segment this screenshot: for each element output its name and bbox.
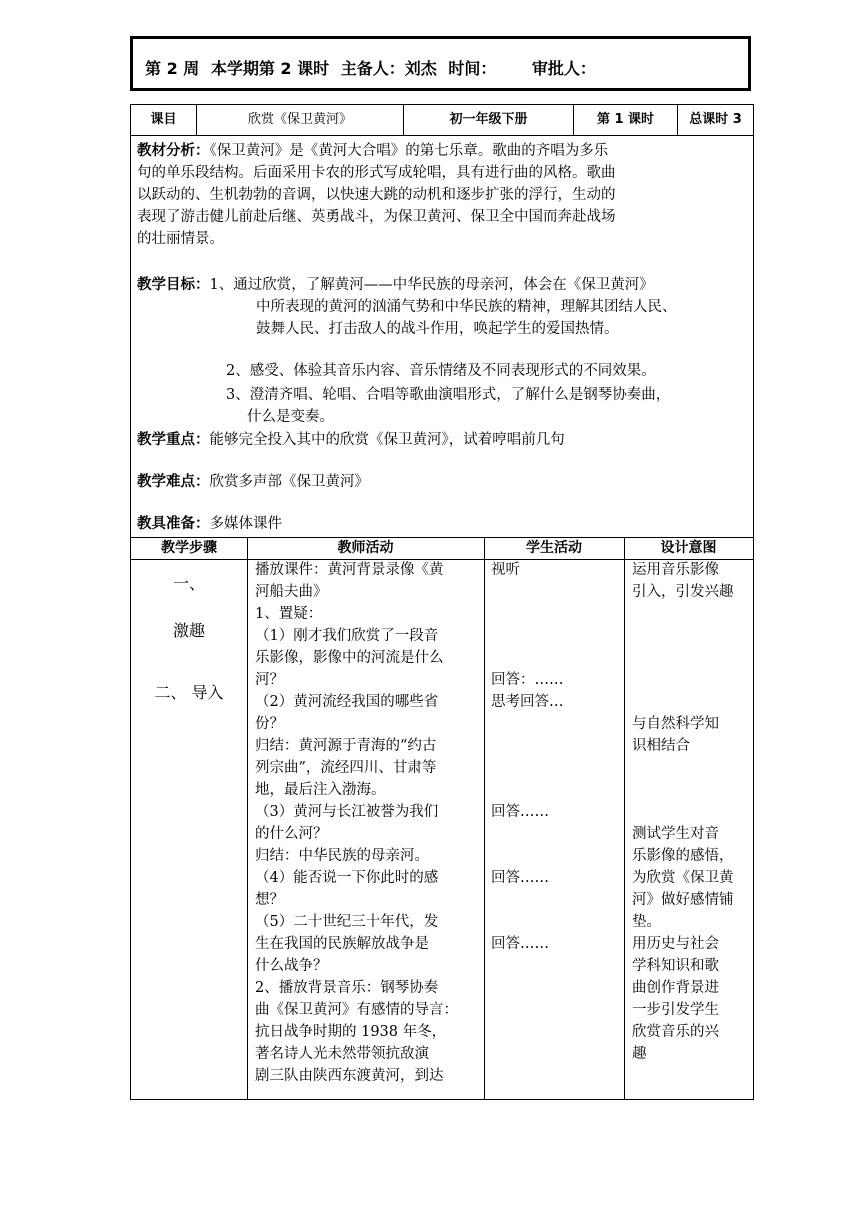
- teacher-line: 生在我国的民族解放战争是: [255, 936, 429, 952]
- header-text: [145, 56, 602, 79]
- design-line: 测试学生对音: [632, 826, 719, 842]
- preparer: 主备人：刘杰: [340, 59, 437, 78]
- analysis-label: 教材分析：: [137, 143, 210, 159]
- teacher-line: 份？: [255, 716, 284, 732]
- step-item: 一、: [172, 574, 205, 593]
- student-item: 回答……: [491, 804, 549, 820]
- teacher-line: 播放课件：黄河背景录像《黄: [255, 562, 444, 578]
- tools-label: 教具准备：: [137, 516, 210, 532]
- design-line: 用历史与社会: [632, 936, 719, 952]
- teacher-line: 2、播放背景音乐：钢琴协奏: [255, 980, 439, 996]
- teacher-line: 想？: [255, 892, 284, 908]
- header-design: 设计意图: [660, 540, 717, 556]
- design-line: 一步引发学生: [632, 1002, 719, 1018]
- design-line: 垫。: [632, 914, 661, 930]
- column-divider: [624, 537, 625, 1099]
- analysis-line: 以跃动的、生机勃勃的音调，以快速大跳的动机和逐步扩张的浮行，生动的: [137, 187, 616, 203]
- design-line: 乐影像的感悟，: [632, 848, 734, 864]
- design-line: 与自然科学知: [632, 716, 719, 732]
- teacher-line: 剧三队由陕西东渡黄河，到达: [255, 1068, 444, 1084]
- teacher-line: 什么战争？: [255, 958, 328, 974]
- teacher-line: （2）黄河流经我国的哪些省: [255, 694, 439, 710]
- design-line: 引入，引发兴趣: [632, 584, 734, 600]
- header-student: 学生活动: [526, 540, 582, 556]
- design-line: 欣赏音乐的兴: [632, 1024, 719, 1040]
- time-label: 时间：: [448, 59, 497, 78]
- design-line: 曲创作背景进: [632, 980, 719, 996]
- lesson-plan-sheet: [130, 104, 754, 1100]
- design-line: 为欣赏《保卫黄: [632, 870, 734, 886]
- design-line: 学科知识和歌: [632, 958, 719, 974]
- total-lessons: 总课时 3: [689, 112, 742, 127]
- header-teacher: 教师活动: [337, 540, 394, 556]
- student-item: 回答……: [491, 870, 549, 886]
- goal-3-line: 什么是变奏。: [247, 409, 334, 425]
- teacher-line: 河？: [255, 672, 284, 688]
- teacher-line: 归结：中华民族的母亲河。: [255, 848, 429, 864]
- goals-label: 教学目标：: [137, 277, 210, 293]
- approver-label: 审批人：: [531, 59, 596, 78]
- design-line: 河》做好感情铺: [632, 892, 734, 908]
- subject-label: 课目: [131, 105, 197, 135]
- key-point: 教学重点：能够完全投入其中的欣赏《保卫黄河》，试着哼唱前几句: [137, 432, 565, 448]
- tools: 教具准备：多媒体课件: [137, 516, 282, 532]
- material-analysis: [137, 140, 747, 250]
- grade: 初一年级下册: [404, 105, 574, 135]
- difficulty: 教学难点：欣赏多声部《保卫黄河》: [137, 474, 369, 490]
- design-line: 识相结合: [632, 738, 690, 754]
- teacher-line: 地，最后注入渤海。: [255, 782, 386, 798]
- lesson-number: 本学期第 2 课时: [210, 59, 330, 78]
- teacher-line: 归结：黄河源于青海的“约古: [255, 738, 437, 754]
- steps-table-header: [131, 537, 753, 560]
- teacher-activities: [255, 559, 480, 1087]
- key-point-label: 教学重点：: [137, 432, 210, 448]
- teacher-line: （1）刚才我们欣赏了一段音: [255, 628, 439, 644]
- analysis-line: 《保卫黄河》是《黄河大合唱》的第七乐章。歌曲的齐唱为多乐: [209, 143, 609, 159]
- teacher-line: 1、置疑：: [255, 606, 323, 622]
- analysis-line: 的壮丽情景。: [137, 231, 224, 247]
- teacher-line: 著名诗人光未然带领抗敌演: [255, 1046, 429, 1062]
- teacher-line: （4）能否说一下你此时的感: [255, 870, 439, 886]
- teacher-line: （5）二十世纪三十年代，发: [255, 914, 439, 930]
- teacher-line: 的什么河？: [255, 826, 328, 842]
- lesson-no: 第 1 课时: [574, 105, 678, 135]
- info-row: [131, 105, 753, 136]
- subject-value: 欣赏《保卫黄河》: [197, 105, 404, 135]
- design-line: 趣: [632, 1046, 647, 1062]
- step-item: 激趣: [172, 621, 205, 640]
- teacher-line: 河船夫曲》: [255, 584, 328, 600]
- column-divider: [247, 537, 248, 1099]
- analysis-line: 句的单乐段结构。后面采用卡农的形式写成轮唱，具有进行曲的风格。歌曲: [137, 165, 616, 181]
- teacher-line: 乐影像，影像中的河流是什么: [255, 650, 444, 666]
- step-item: 二、 导入: [154, 683, 224, 702]
- teacher-line: 列宗曲”，流经四川、甘肃等: [255, 760, 437, 776]
- teacher-line: 曲《保卫黄河》有感情的导言：: [255, 1002, 458, 1018]
- student-item: 回答：……: [491, 672, 564, 688]
- analysis-line: 表现了游击健儿前赴后继、英勇战斗，为保卫黄河、保卫全中国而奔赴战场: [137, 209, 616, 225]
- goal-1-line: 中所表现的黄河的汹涌气势和中华民族的精神，理解其团结人民、: [256, 299, 677, 315]
- goal-2: 2、感受、体验其音乐内容、音乐情绪及不同表现形式的不同效果。: [226, 363, 656, 379]
- design-line: 运用音乐影像: [632, 562, 719, 578]
- teacher-line: 抗日战争时期的 1938 年冬，: [255, 1024, 447, 1040]
- student-item: 视听: [491, 562, 520, 578]
- column-divider: [484, 537, 485, 1099]
- goal-1-line: 教学目标：1、通过欣赏，了解黄河——中华民族的母亲河，体会在《保卫黄河》: [137, 277, 654, 293]
- difficulty-label: 教学难点：: [137, 474, 210, 490]
- student-item: 思考回答…: [491, 694, 564, 710]
- header-steps: 教学步骤: [161, 540, 217, 556]
- lesson-header: [130, 36, 751, 91]
- goal-1-line: 鼓舞人民、打击敌人的战斗作用，唤起学生的爱国热情。: [256, 321, 619, 337]
- goal-3-line: 3、澄清齐唱、轮唱、合唱等歌曲演唱形式，了解什么是钢琴协奏曲，: [226, 387, 671, 403]
- teacher-line: （3）黄河与长江被誉为我们: [255, 804, 439, 820]
- student-item: 回答……: [491, 936, 549, 952]
- week: 第 2 周: [145, 59, 200, 78]
